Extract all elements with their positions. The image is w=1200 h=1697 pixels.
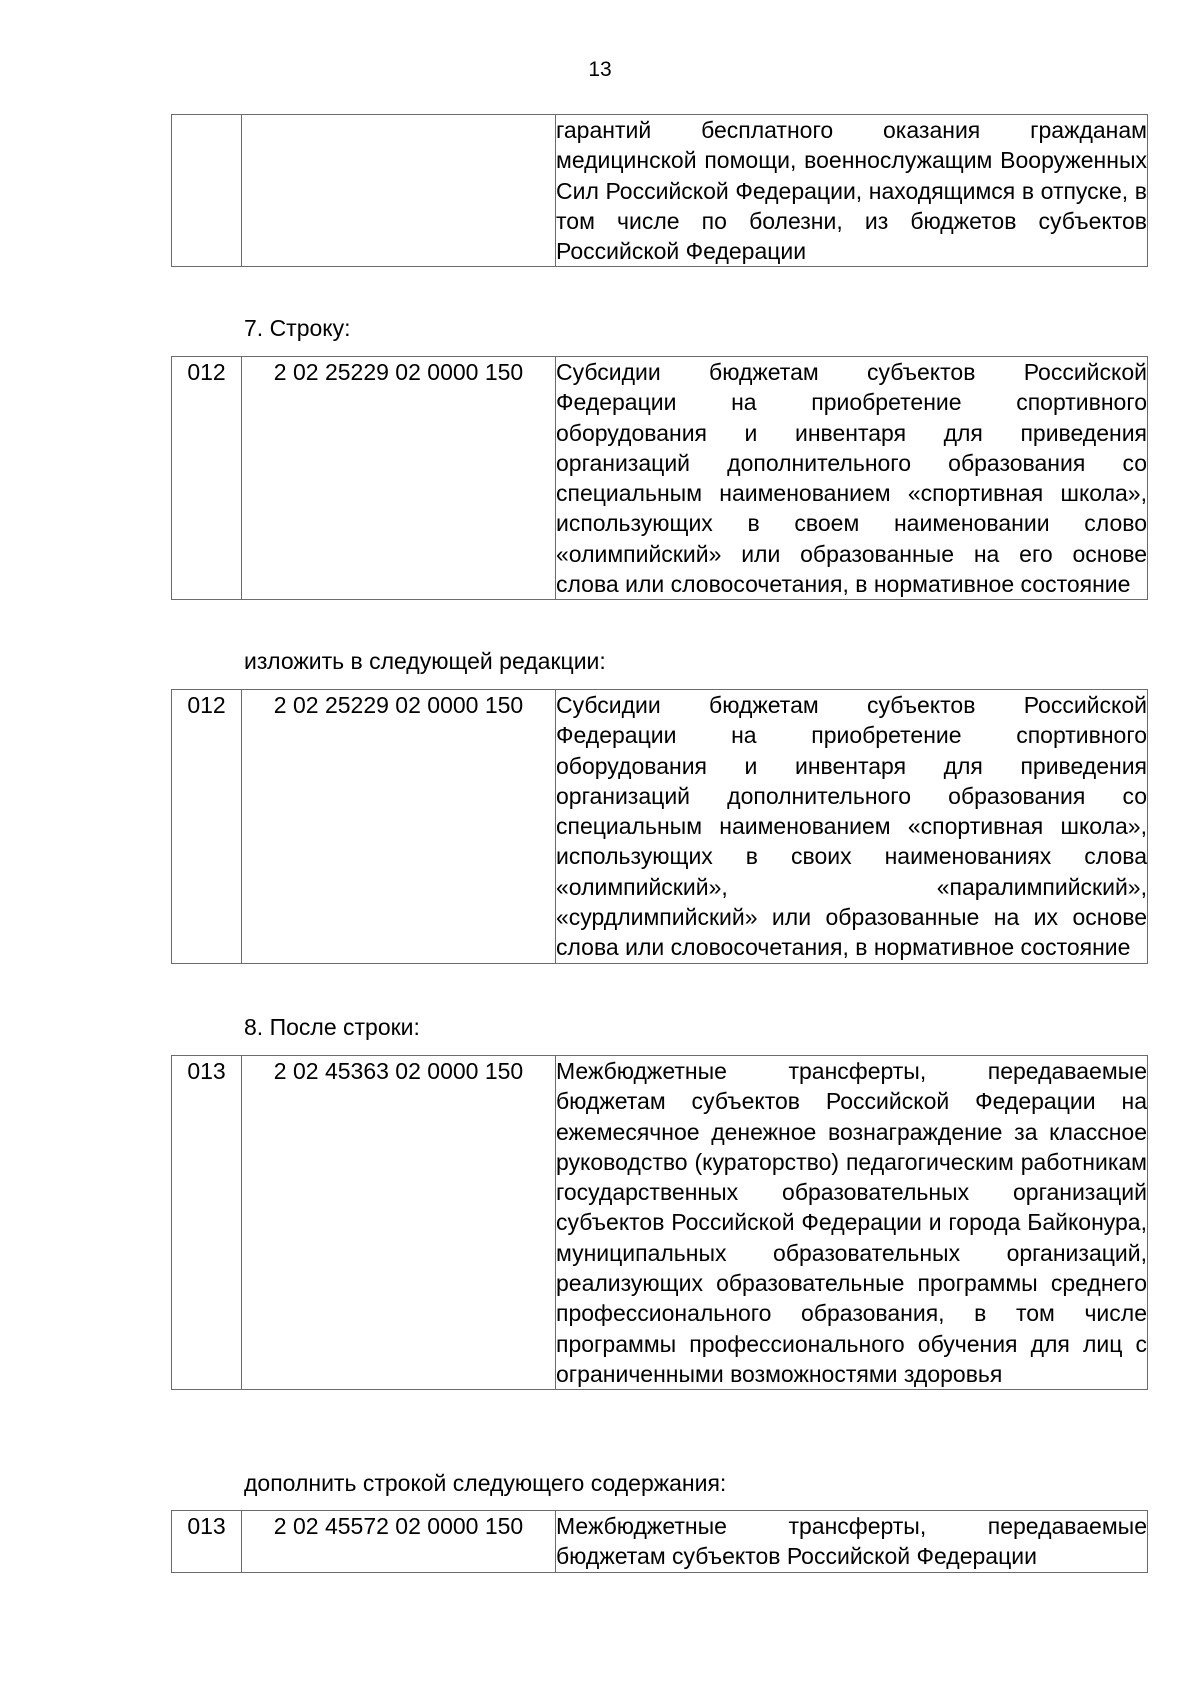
item-8-heading: 8. После строки: bbox=[244, 1014, 420, 1040]
description-cell: Субсидии бюджетам субъектов Российской Федерации на приобретение спортивного оборудования и инвентаря для приведения организаций дополнительного образования со специальным наименованием «спортивная школа», использующих в своем наименовании слово «олимпийский» или образованные на его основе слова или словосочетания, в нормативное состояние bbox=[556, 357, 1148, 600]
table-continuation bbox=[171, 114, 1148, 267]
page-number: 13 bbox=[588, 58, 612, 81]
code-cell: 012 bbox=[172, 690, 242, 964]
table-new-line bbox=[171, 689, 1148, 964]
table-row bbox=[172, 1511, 1148, 1573]
table-row bbox=[172, 115, 1148, 267]
description-cell: Межбюджетные трансферты, передаваемые бюджетам субъектов Российской Федерации bbox=[556, 1511, 1148, 1573]
code-cell: 012 bbox=[172, 357, 242, 600]
budget-table bbox=[171, 1510, 1148, 1573]
table-row bbox=[172, 357, 1148, 600]
kbk-cell: 2 02 25229 02 0000 150 bbox=[242, 357, 556, 600]
table-row bbox=[172, 1056, 1148, 1390]
description-cell: Межбюджетные трансферты, передаваемые бюджетам субъектов Российской Федерации на ежемесячное денежное вознаграждение за классное руководство (кураторство) педагогическим работникам государственных образовательных организаций субъектов Российской Федерации и города Байконура, муниципальных образовательных организаций, реализующих образовательные программы среднего профессионального образования, в том числе программы профессионального обучения для лиц с ограниченными возможностями здоровья bbox=[556, 1056, 1148, 1390]
budget-table bbox=[171, 1055, 1148, 1390]
description-cell: гарантий бесплатного оказания гражданам медицинской помощи, военнослужащим Вооруженных Сил Российской Федерации, находящимся в отпуске, в том числе по болезни, из бюджетов субъектов Российской Федерации bbox=[556, 115, 1148, 267]
kbk-cell: 2 02 45572 02 0000 150 bbox=[242, 1511, 556, 1573]
budget-table bbox=[171, 689, 1148, 964]
table-added-line bbox=[171, 1510, 1148, 1573]
table-row bbox=[172, 690, 1148, 964]
budget-table bbox=[171, 114, 1148, 267]
kbk-cell: 2 02 45363 02 0000 150 bbox=[242, 1056, 556, 1390]
table-old-line bbox=[171, 356, 1148, 600]
code-cell: 013 bbox=[172, 1056, 242, 1390]
code-cell bbox=[172, 115, 242, 267]
item-7-heading: 7. Строку: bbox=[244, 315, 351, 341]
item-8-add-instruction: дополнить строкой следующего содержания: bbox=[244, 1470, 727, 1496]
description-cell: Субсидии бюджетам субъектов Российской Федерации на приобретение спортивного оборудования и инвентаря для приведения организаций дополнительного образования со специальным наименованием «спортивная школа», использующих в своих наименованиях слова «олимпийский», «паралимпийский», «сурдлимпийский» или образованные на их основе слова или словосочетания, в нормативное состояние bbox=[556, 690, 1148, 964]
table-after-line bbox=[171, 1055, 1148, 1390]
item-7-edit-instruction: изложить в следующей редакции: bbox=[244, 648, 606, 674]
kbk-cell bbox=[242, 115, 556, 267]
budget-table bbox=[171, 356, 1148, 600]
kbk-cell: 2 02 25229 02 0000 150 bbox=[242, 690, 556, 964]
code-cell: 013 bbox=[172, 1511, 242, 1573]
